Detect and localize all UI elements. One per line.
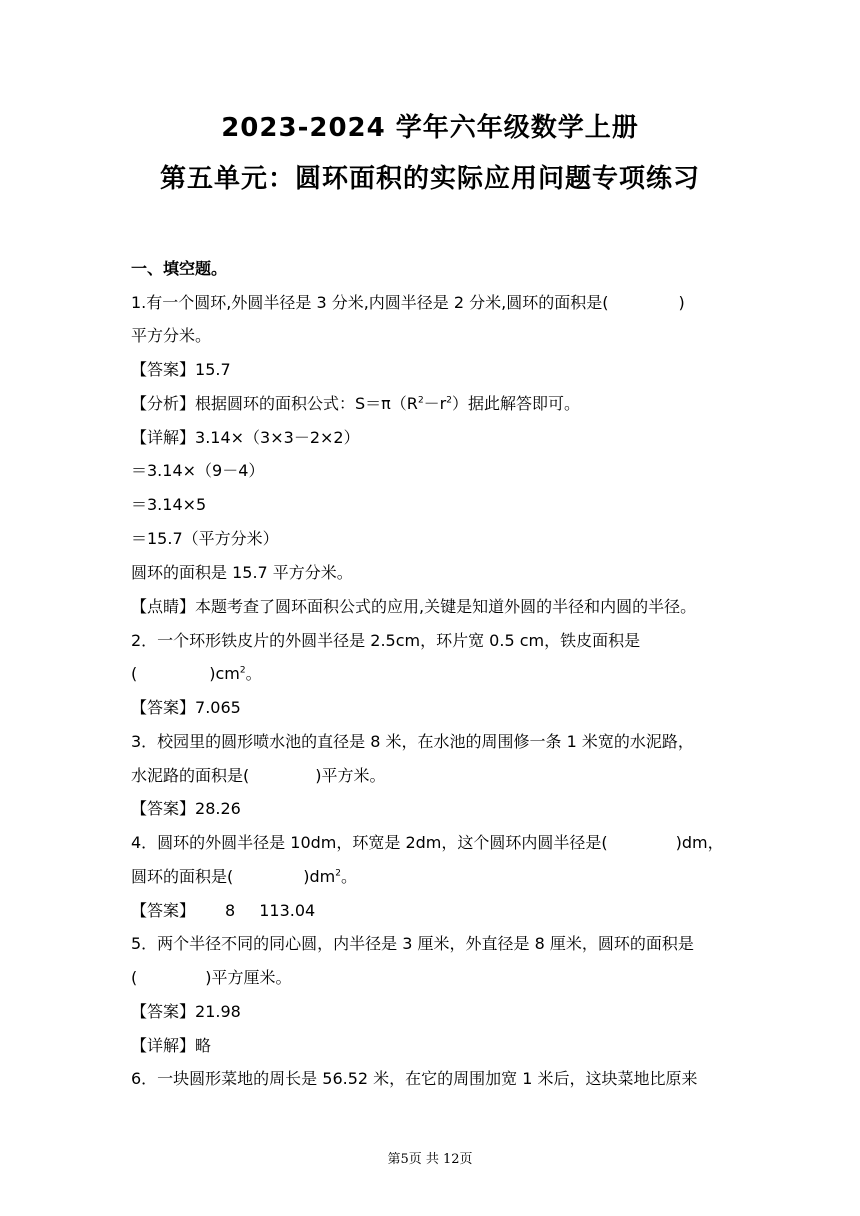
- comment-label: 【点睛】: [131, 597, 196, 616]
- comment-text: 本题考查了圆环面积公式的应用,关键是知道外圆的半径和内圆的半径。: [195, 597, 697, 616]
- question-4-stem: [131, 833, 724, 853]
- answer-value: 15.7: [195, 360, 231, 379]
- answer-label: 【答案】: [131, 360, 196, 379]
- answer-value-2: 113.04: [259, 901, 316, 920]
- analysis-text: ）据此解答即可。: [452, 394, 581, 413]
- stem-text: )dm，: [675, 833, 724, 852]
- paren-open: (: [131, 664, 138, 683]
- stem-text: )平方米。: [315, 766, 386, 785]
- superscript: 2: [446, 395, 452, 406]
- analysis-label: 【分析】: [131, 394, 196, 413]
- answer-value: 7.065: [195, 698, 241, 717]
- analysis-text: 根据圆环的面积公式：S＝π（R: [195, 394, 418, 413]
- answer-value: 28.26: [195, 799, 241, 818]
- question-2-answer: [131, 698, 241, 718]
- detail-step: ＝15.7（平方分米）: [131, 529, 279, 548]
- superscript: 2: [239, 665, 246, 676]
- analysis-text: －r: [423, 394, 447, 413]
- question-3-answer: [131, 799, 241, 819]
- detail-label: 【详解】: [131, 1036, 196, 1055]
- question-6-stem: 6．一块圆形菜地的周长是 56.52 米，在它的周围加宽 1 米后，这块菜地比原来: [131, 1069, 698, 1088]
- unit-text: )cm: [209, 664, 240, 683]
- detail-step: ＝3.14×（9－4）: [131, 461, 265, 480]
- stem-text: )平方厘米。: [205, 968, 292, 987]
- page-footer: 第5页 共 12页: [387, 1152, 473, 1167]
- punctuation: 。: [340, 867, 357, 886]
- unit-text: )dm: [303, 867, 336, 886]
- detail-text: 略: [195, 1036, 212, 1055]
- stem-text: 4．圆环的外圆半径是 10dm，环宽是 2dm，这个圆环内圆半径是(: [131, 833, 608, 852]
- superscript: 2: [335, 868, 341, 879]
- stem-text: 水泥路的面积是(: [131, 766, 250, 785]
- question-1-text: 1.有一个圆环,外圆半径是 3 分米,内圆半径是 2 分米,圆环的面积是(: [131, 293, 609, 312]
- question-3-stem: 3．校园里的圆形喷水池的直径是 8 米，在水池的周围修一条 1 米宽的水泥路，: [131, 732, 694, 751]
- answer-label: 【答案】: [131, 799, 196, 818]
- question-1-comment: [131, 597, 696, 617]
- answer-label: 【答案】: [131, 1002, 196, 1021]
- stem-text: 圆环的面积是(: [131, 867, 234, 886]
- answer-label: 【答案】: [131, 698, 196, 717]
- answer-value: 21.98: [195, 1002, 241, 1021]
- detail-step: 3.14×（3×3－2×2）: [195, 428, 360, 447]
- answer-value-1: 8: [225, 901, 236, 920]
- question-1-conclusion: 圆环的面积是 15.7 平方分米。: [131, 563, 353, 582]
- question-1-detail: [131, 428, 360, 448]
- question-1-analysis: [131, 394, 580, 414]
- question-1-answer: [131, 360, 231, 380]
- question-1-stem-line2: 平方分米。: [131, 326, 212, 345]
- question-1-text-end: ): [678, 293, 685, 312]
- question-5-stem-line2: [131, 968, 292, 988]
- answer-label: 【答案】: [131, 901, 196, 920]
- question-4-answer: [131, 901, 315, 921]
- question-5-answer: [131, 1002, 241, 1022]
- section-heading: 一、填空题。: [131, 259, 228, 278]
- punctuation: 。: [245, 664, 262, 683]
- detail-label: 【详解】: [131, 428, 196, 447]
- document-subtitle: 第五单元：圆环面积的实际应用问题专项练习: [159, 164, 700, 194]
- detail-step: ＝3.14×5: [131, 495, 207, 514]
- question-2-stem-line2: [131, 664, 262, 684]
- question-5-stem: 5．两个半径不同的同心圆，内半径是 3 厘米，外直径是 8 厘米，圆环的面积是: [131, 934, 694, 953]
- question-2-stem: 2．一个环形铁皮片的外圆半径是 2.5cm，环片宽 0.5 cm，铁皮面积是: [131, 631, 641, 650]
- question-4-stem-line2: [131, 867, 357, 887]
- paren-open: (: [131, 968, 138, 987]
- question-1-stem: [131, 293, 685, 313]
- question-5-detail: [131, 1036, 211, 1056]
- question-3-stem-line2: [131, 766, 386, 786]
- document-title: 2023-2024 学年六年级数学上册: [221, 113, 639, 143]
- superscript: 2: [417, 395, 424, 406]
